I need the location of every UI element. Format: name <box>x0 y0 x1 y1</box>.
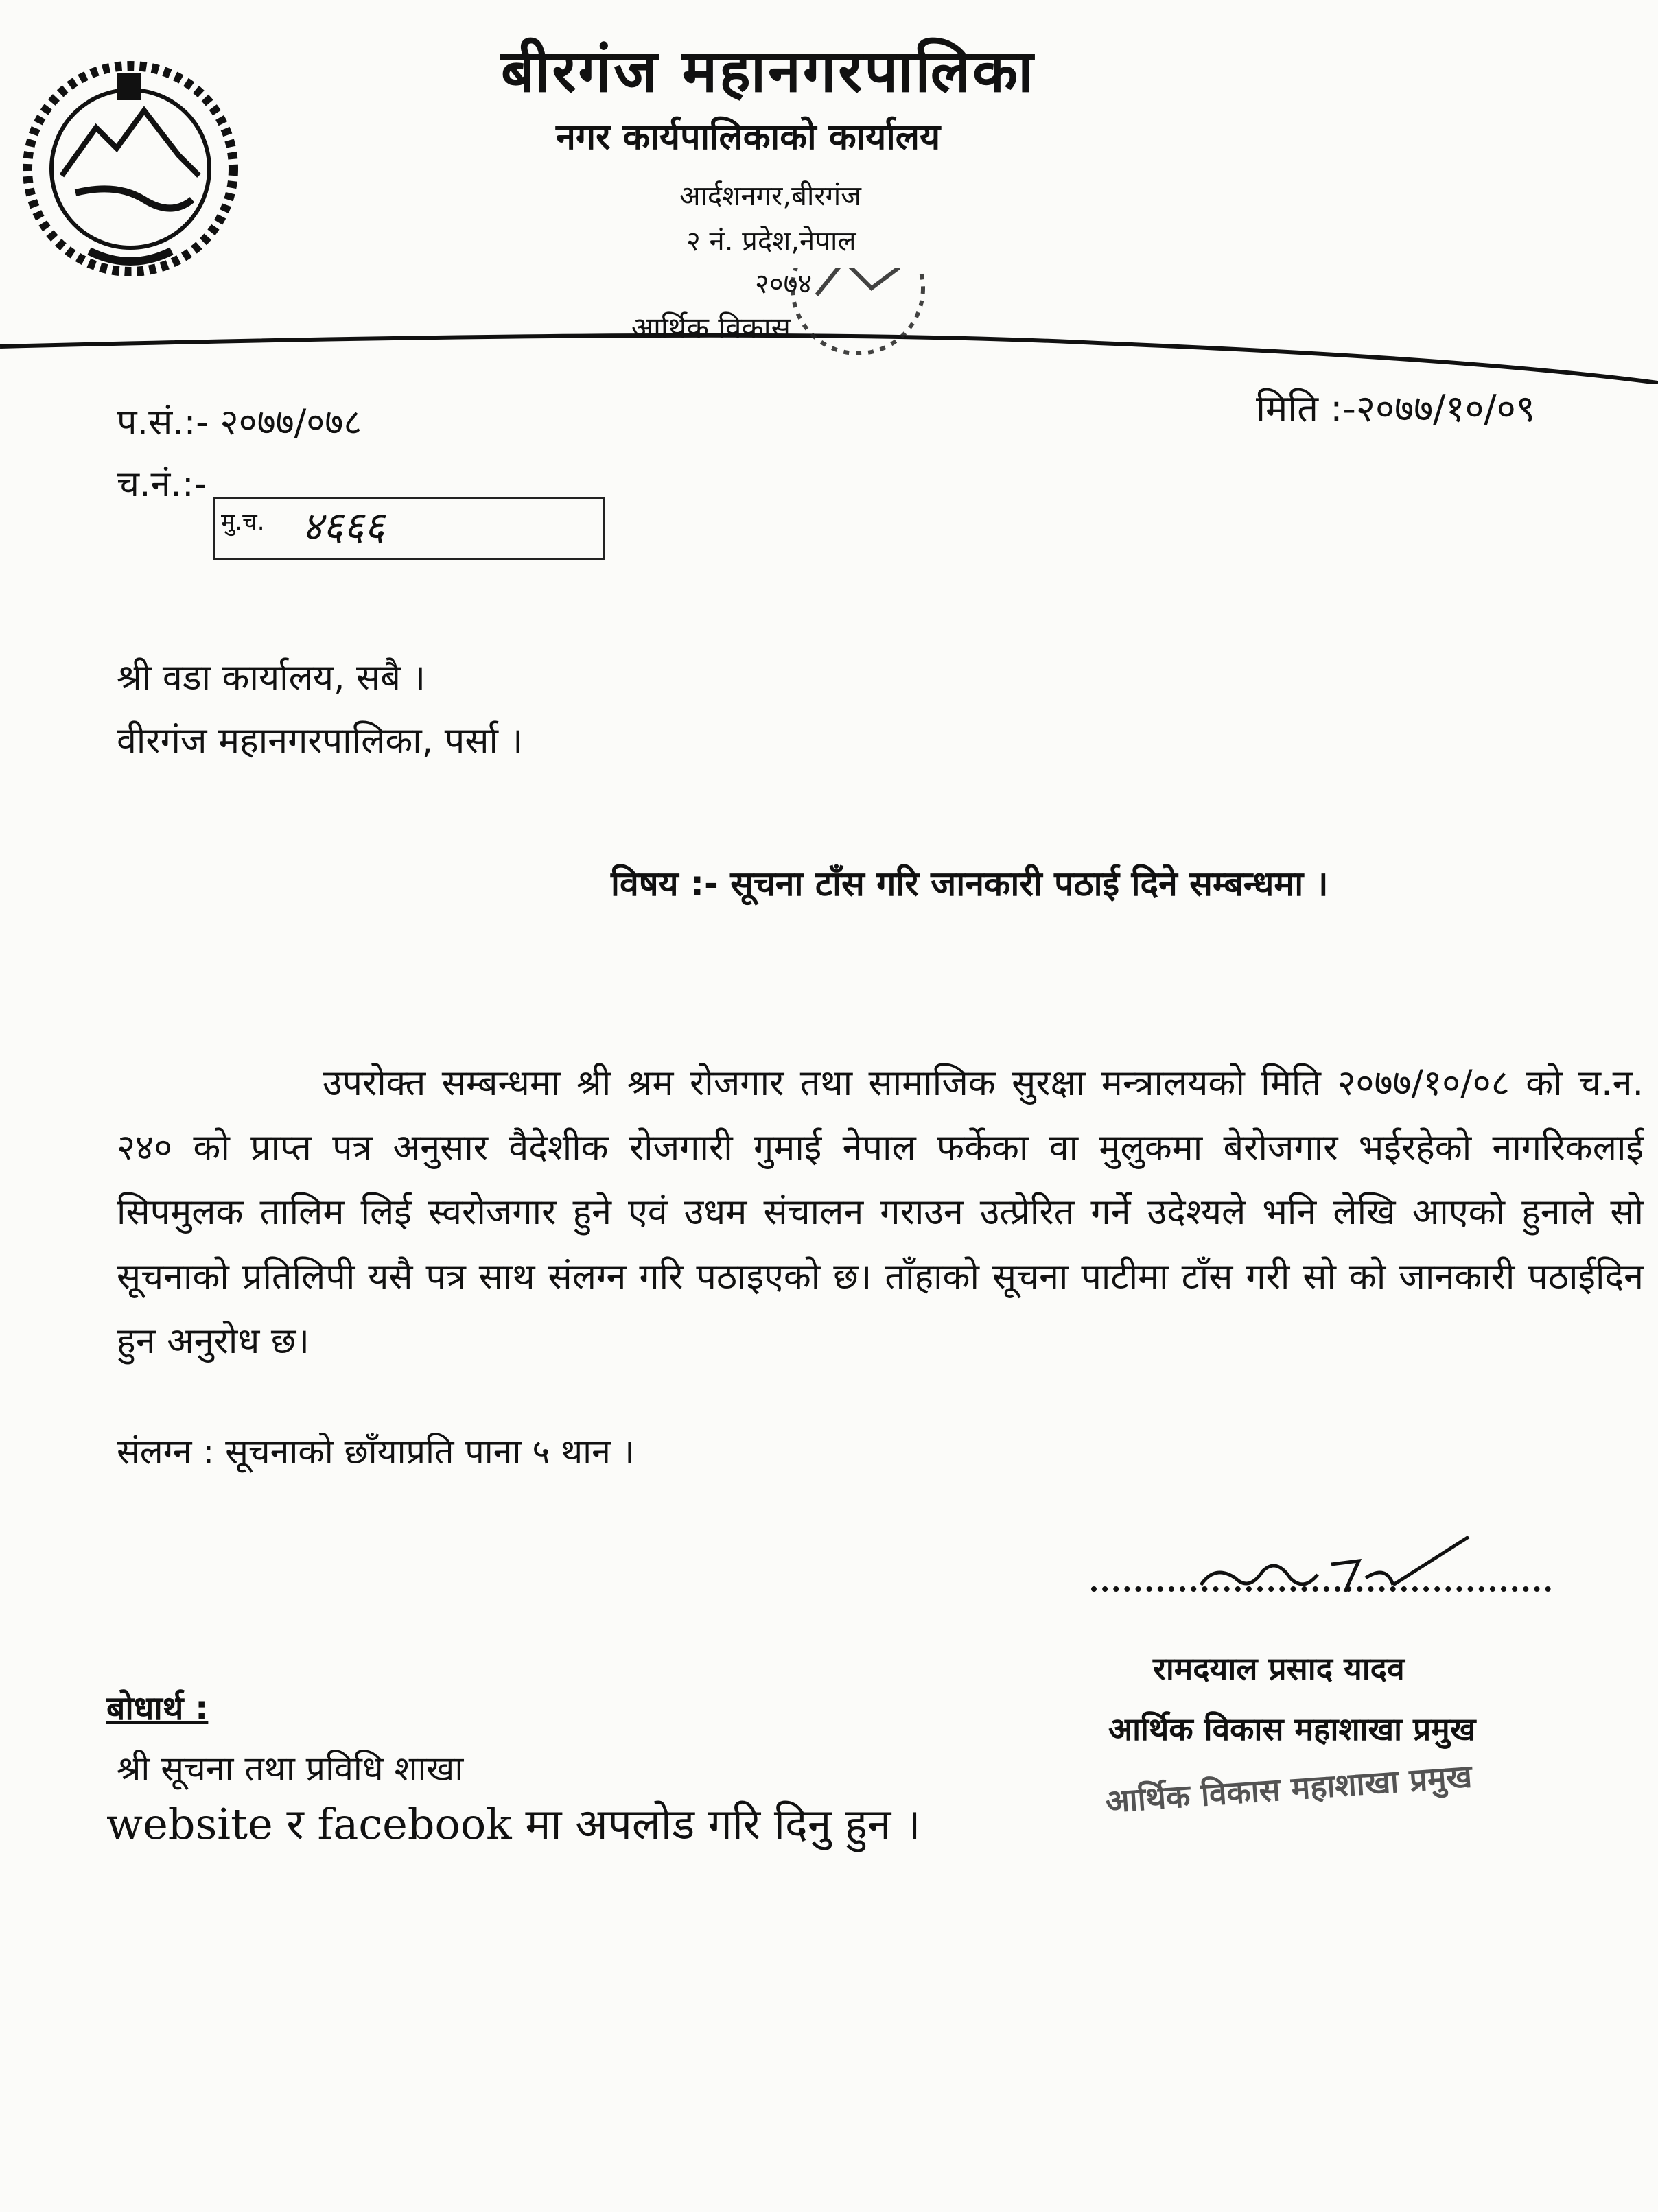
cc-line: श्री सूचना तथा प्रविधि शाखा <box>117 1749 464 1789</box>
signature-line <box>1091 1586 1551 1592</box>
address-line: आर्दशनगर,बीरगंज <box>679 180 861 212</box>
address-line: आर्थिक विकास <box>631 311 791 344</box>
dispatch-stamp-label: मु.च. <box>221 508 265 536</box>
recipient-line: श्री वडा कार्यालय, सबै । <box>117 657 426 698</box>
designation-stamp: आर्थिक विकास महाशाखा प्रमुख <box>1104 1757 1473 1820</box>
letter-date: मिति :-२०७७/१०/०९ <box>1256 387 1535 430</box>
signer-name: रामदयाल प्रसाद यादव <box>1153 1650 1405 1687</box>
cc-heading: बोधार्थ : <box>106 1689 209 1728</box>
org-name: बीरगंज महानगरपालिका <box>501 37 1036 106</box>
subject: विषय :- सूचना टाँस गरि जानकारी पठाई दिने सम्बन्धमा । <box>611 864 1329 904</box>
nepal-emblem-icon <box>14 45 247 285</box>
reference-number: प.सं.:- २०७७/०७८ <box>117 402 362 443</box>
dispatch-stamp-number: ४६६६ <box>302 503 385 550</box>
handwritten-signature <box>1187 1523 1475 1612</box>
office-name: नगर कार्यपालिकाको कार्यालय <box>556 117 941 158</box>
address-line: २ नं. प्रदेश,नेपाल <box>686 226 856 257</box>
cc-line: website र facebook मा अपलोड गरि दिनु हुन । <box>106 1799 921 1849</box>
dispatch-stamp-box <box>213 497 605 560</box>
signer-title: आर्थिक विकास महाशाखा प्रमुख <box>1108 1710 1476 1748</box>
address-line: २०७४ <box>755 268 813 300</box>
letter-body: उपरोक्त सम्बन्धमा श्री श्रम रोजगार तथा सामाजिक सुरक्षा मन्त्रालयको मिति २०७७/१०/०८ को च.न. २४० को प्राप्त पत्र अनुसार वैदेशीक रोजगारी गुमाई नेपाल फर्केका वा मुलुकमा बेरोजगार भईरहेको नागरिकलाई सिपमुलक तालिम लिई स्वरोजगार हुने एवं उधम संचालन गराउन उत्प्रेरित गर्ने उदेश्यले भनि लेखि आएको हुनाले सो सूचनाको प्रतिलिपी यसै पत्र साथ संलग्न गरि पठाइएको छ। ताँहाको सूचना पाटीमा टाँस गरी सो को जानकारी पठाईदिन हुन अनुरोध छ। <box>117 1063 1644 1362</box>
recipient-line: वीरगंज महानगरपालिका, पर्सा । <box>117 720 524 762</box>
enclosure-note: संलग्न : सूचनाको छाँयाप्रति पाना ५ थान । <box>117 1432 635 1472</box>
dispatch-number-label: च.नं.:- <box>117 464 207 505</box>
office-round-stamp <box>734 268 988 439</box>
